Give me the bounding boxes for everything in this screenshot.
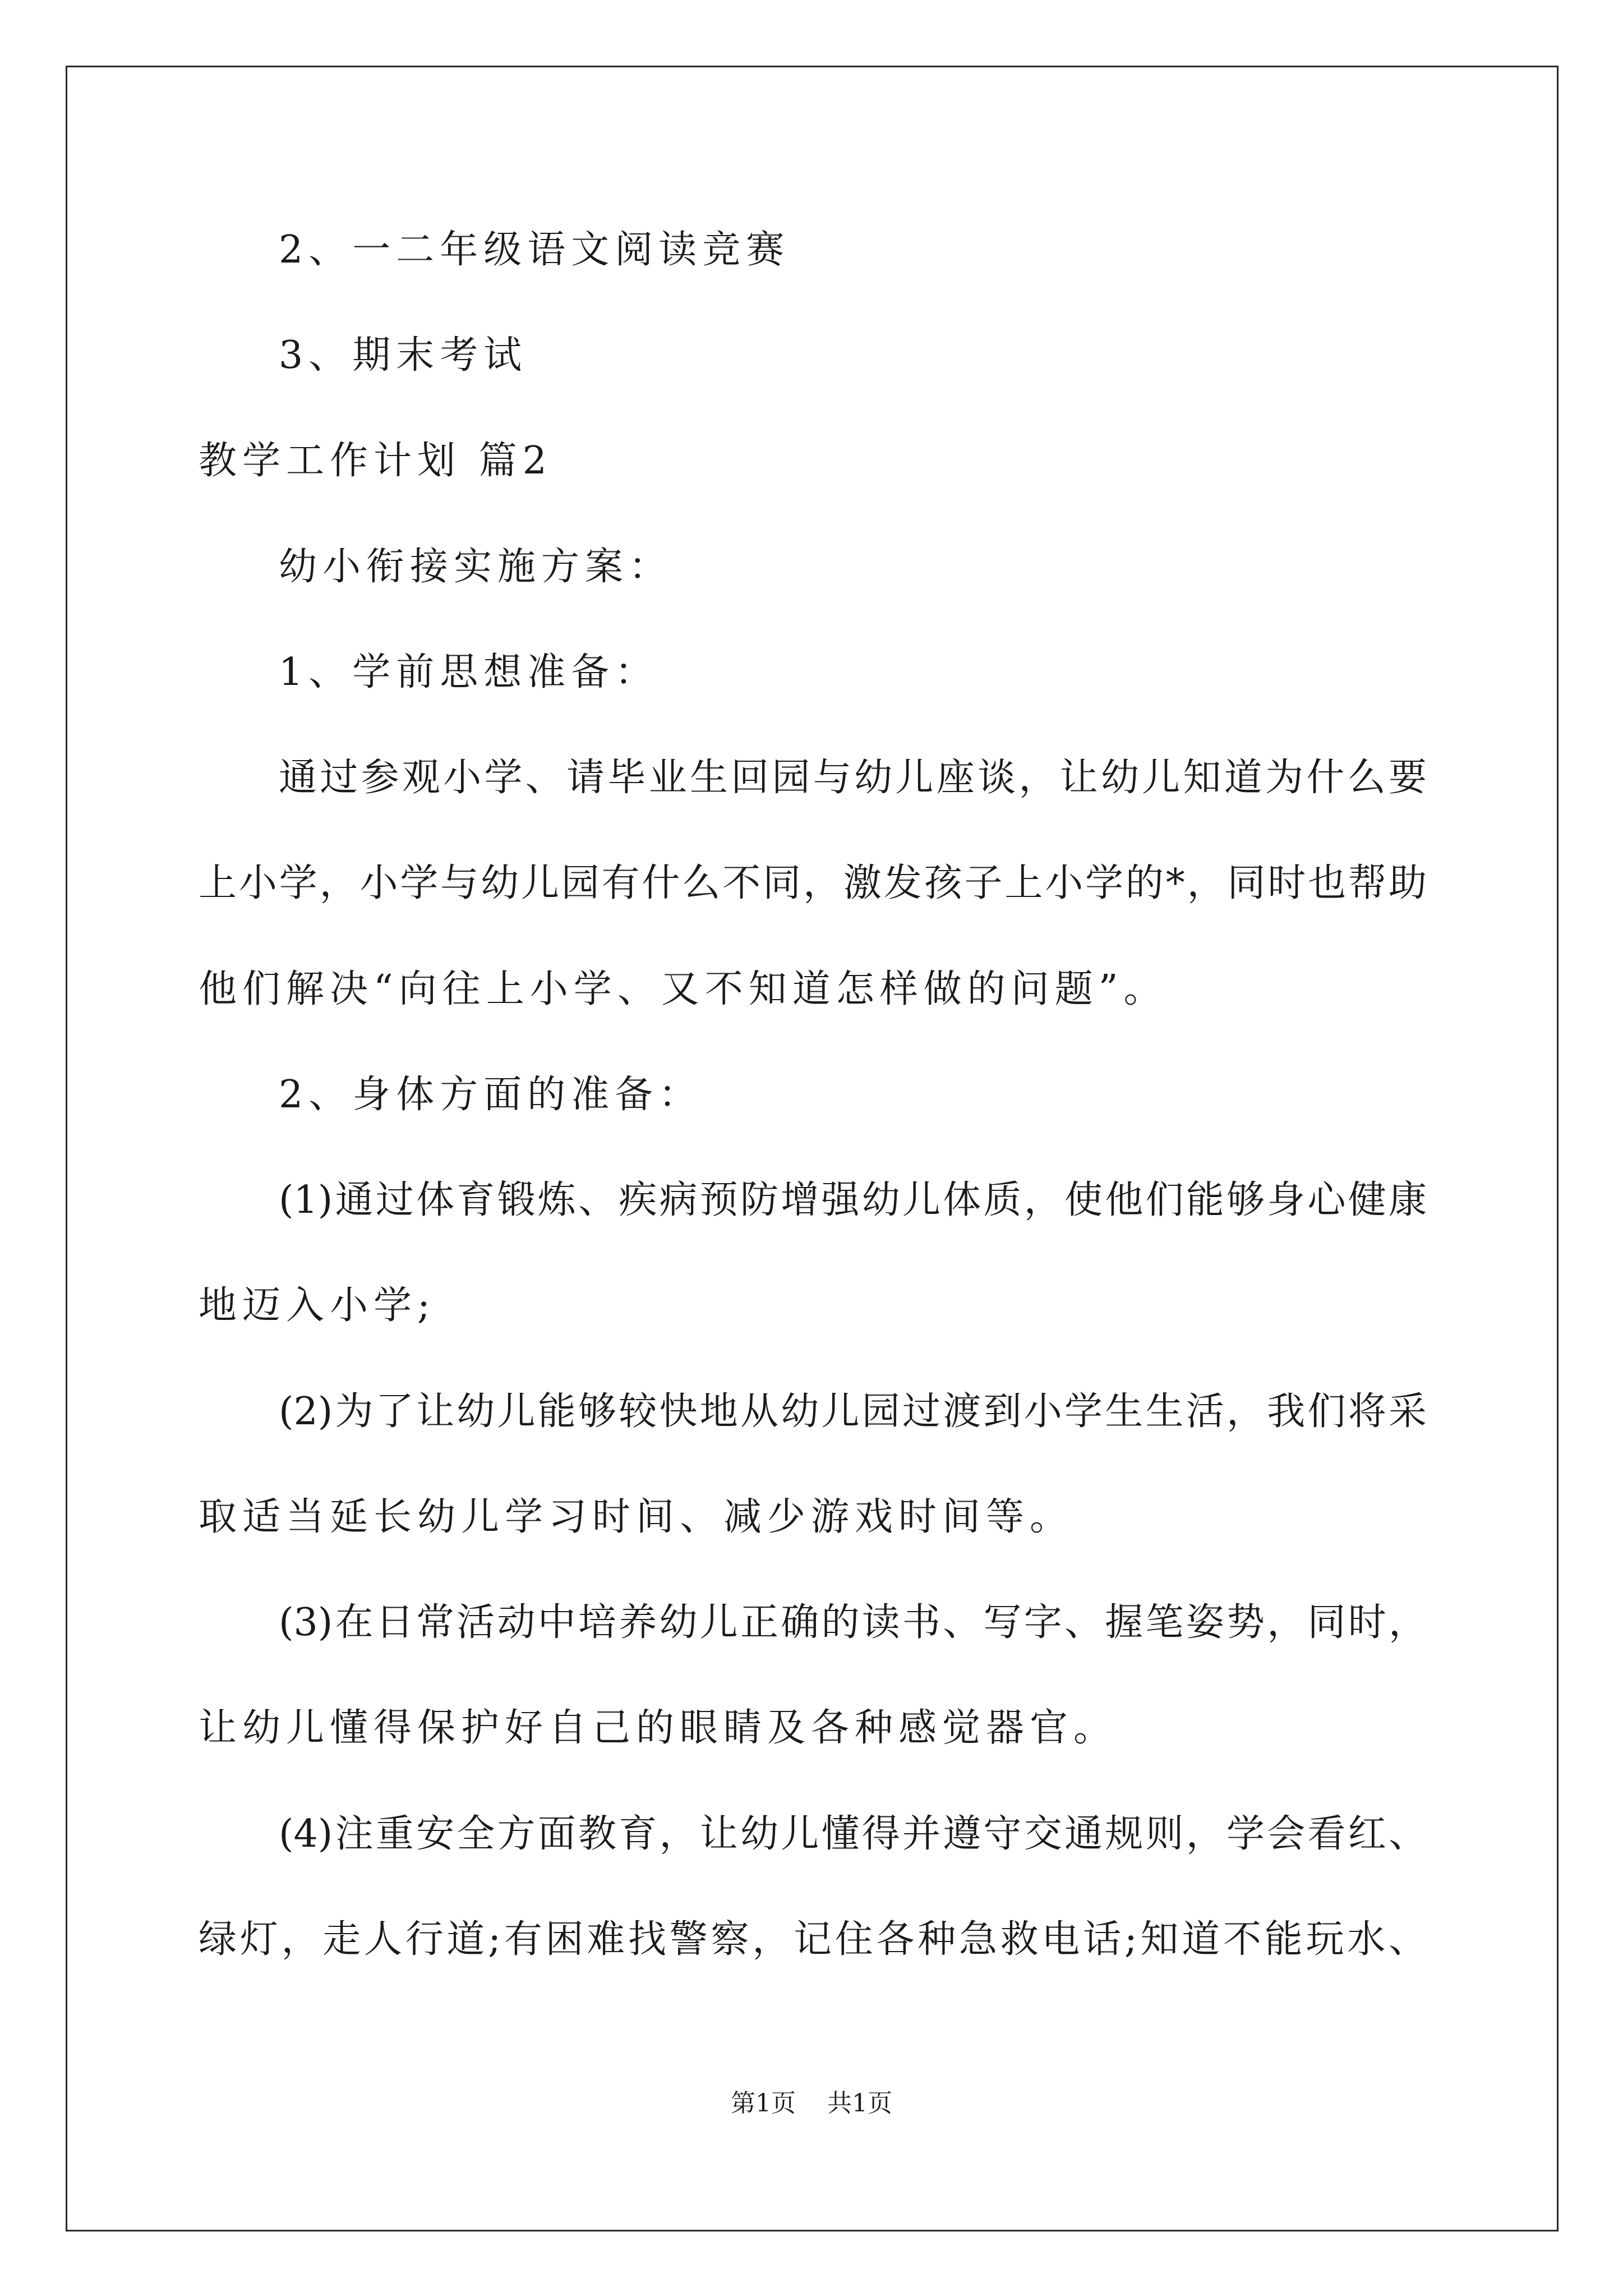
list-item-final-exam: 3、期末考试: [279, 333, 528, 378]
paragraph-line: 取适当延长幼儿学习时间、减少游戏时间等。: [199, 1495, 1074, 1539]
page-footer: [0, 2091, 1623, 2116]
page-border: [66, 66, 1559, 2231]
paragraph-line: 绿灯，走人行道;有困难找警察，记住各种急救电话;知道不能玩水、: [199, 1917, 1427, 1962]
paragraph-line: 通过参观小学、请毕业生回园与幼儿座谈，让幼儿知道为什么要: [279, 756, 1427, 800]
section-heading: 教学工作计划 篇2: [199, 439, 552, 483]
paragraph-line: 他们解决“向往上小学、又不知道怎样做的问题”。: [199, 967, 1168, 1011]
page-number: 第1页: [731, 2089, 796, 2118]
subheading-physical-preparation: 2、身体方面的准备：: [279, 1073, 703, 1117]
paragraph-line: 上小学，小学与幼儿园有什么不同，激发孩子上小学的*，同时也帮助: [199, 861, 1427, 905]
paragraph-line: (2)为了让幼儿能够较快地从幼儿园过渡到小学生生活，我们将采: [279, 1389, 1427, 1434]
plan-title: 幼小衔接实施方案：: [279, 545, 673, 589]
page-total: 共1页: [827, 2089, 892, 2118]
paragraph-line: 让幼儿懂得保护好自己的眼睛及各种感觉器官。: [199, 1706, 1118, 1750]
subheading-mental-preparation: 1、学前思想准备：: [279, 650, 659, 694]
list-item-reading-contest: 2、一二年级语文阅读竞赛: [279, 228, 790, 272]
paragraph-line: (1)通过体育锻炼、疾病预防增强幼儿体质，使他们能够身心健康: [279, 1178, 1427, 1222]
paragraph-line: (3)在日常活动中培养幼儿正确的读书、写字、握笔姿势，同时，: [279, 1600, 1427, 1645]
paragraph-line: (4)注重安全方面教育，让幼儿懂得并遵守交通规则，学会看红、: [279, 1812, 1427, 1856]
paragraph-line: 地迈入小学;: [199, 1283, 436, 1328]
